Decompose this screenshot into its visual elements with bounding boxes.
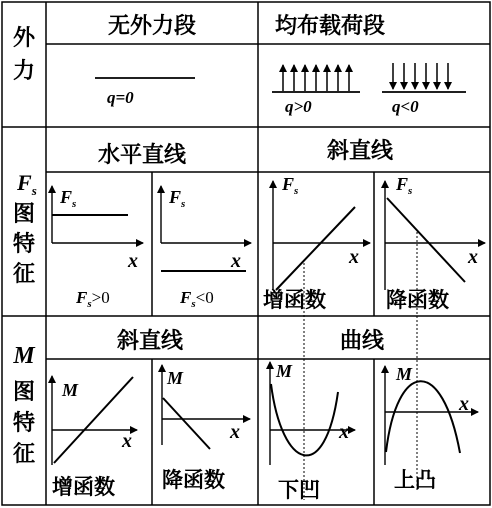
m-decreasing-line [163,398,210,449]
m-title-curve: 曲线 [339,329,385,354]
axis-label-f: F [282,174,295,194]
m-label-symbol: M [13,343,35,369]
fs-label-f: F [17,170,32,195]
row-label-char: 力 [12,59,36,84]
axis-label-sub: s [181,198,186,210]
axis-label-f: F [169,187,182,207]
m-graph-decreasing [162,365,250,492]
row-label-char: 特 [12,232,36,257]
downward-arrows [393,63,448,89]
fs-label-sub: s [31,183,37,198]
fs-decreasing-label: 降函数 [386,288,449,312]
cond-sub: s [191,298,196,310]
m-convex-curve [386,381,460,453]
cond-f: F [180,288,192,307]
cell-positive-load [272,65,360,116]
m-axis-label: M [396,364,413,384]
fs-decreasing-line [387,198,465,282]
x-axis-label: x [339,421,349,443]
x-axis-label: x [349,246,359,268]
label-q-zero: q=0 [107,88,134,107]
axis-label-sub: s [294,185,299,197]
row-label-char: 图 [12,380,36,405]
cell-negative-load [382,63,466,116]
cond-op: >0 [91,288,110,307]
row-label-char: 征 [12,442,36,467]
m-convex-label: 上凸 [394,468,436,492]
cond-f: F [76,288,88,307]
m-graph-concave [270,361,355,502]
axis-label-sub: s [408,185,413,197]
m-title-oblique-line: 斜直线 [116,329,184,354]
fs-label-symbol [16,170,37,198]
cell-no-force-load [95,78,195,107]
x-axis-label: x [230,421,240,443]
x-axis-label: x [128,250,138,272]
x-axis-label: x [122,430,132,452]
fs-condition-positive [75,288,110,310]
m-axis-label: M [276,361,293,381]
label-q-negative: q<0 [392,97,419,116]
upward-arrows [283,65,349,91]
fs-axis-label [395,174,412,197]
fs-graph-decreasing [385,174,485,490]
fs-axis-label [59,187,76,210]
axis-label-f: F [60,187,73,207]
fs-graph-negative [161,186,251,310]
m-axis-label: M [167,368,184,388]
row-label-m [12,343,36,467]
header-uniform-load: 均布载荷段 [274,14,386,39]
m-axis-label: M [62,380,79,400]
x-axis-label: x [459,393,469,415]
m-decreasing-label: 降函数 [162,468,225,492]
m-graph-convex [385,364,478,492]
x-axis-label: x [231,250,241,272]
header-no-external-force: 无外力段 [107,14,197,39]
row-label-char: 图 [12,202,36,227]
fs-title-oblique-line: 斜直线 [326,139,394,164]
fs-axis-label [168,187,185,210]
row-label-external-force [13,26,36,84]
fs-axis-label [281,174,298,197]
label-q-positive: q>0 [285,97,312,116]
axis-label-sub: s [72,198,77,210]
cond-op: <0 [195,288,214,307]
row-label-char: 外 [12,26,36,51]
row-label-char: 征 [12,262,36,287]
row-label-char: 特 [12,411,36,436]
fs-increasing-label: 增函数 [263,288,326,312]
m-graph-increasing [52,376,137,499]
cond-sub: s [87,298,92,310]
m-increasing-label: 增函数 [52,475,115,499]
fs-increasing-line [276,207,355,290]
x-axis-label: x [468,246,478,268]
axis-label-f: F [396,174,409,194]
fs-title-horizontal-line: 水平直线 [97,143,187,168]
m-concave-label: 下凹 [278,478,320,502]
row-label-fs [13,170,37,287]
fs-condition-negative [179,288,214,310]
fs-graph-positive [52,186,143,310]
